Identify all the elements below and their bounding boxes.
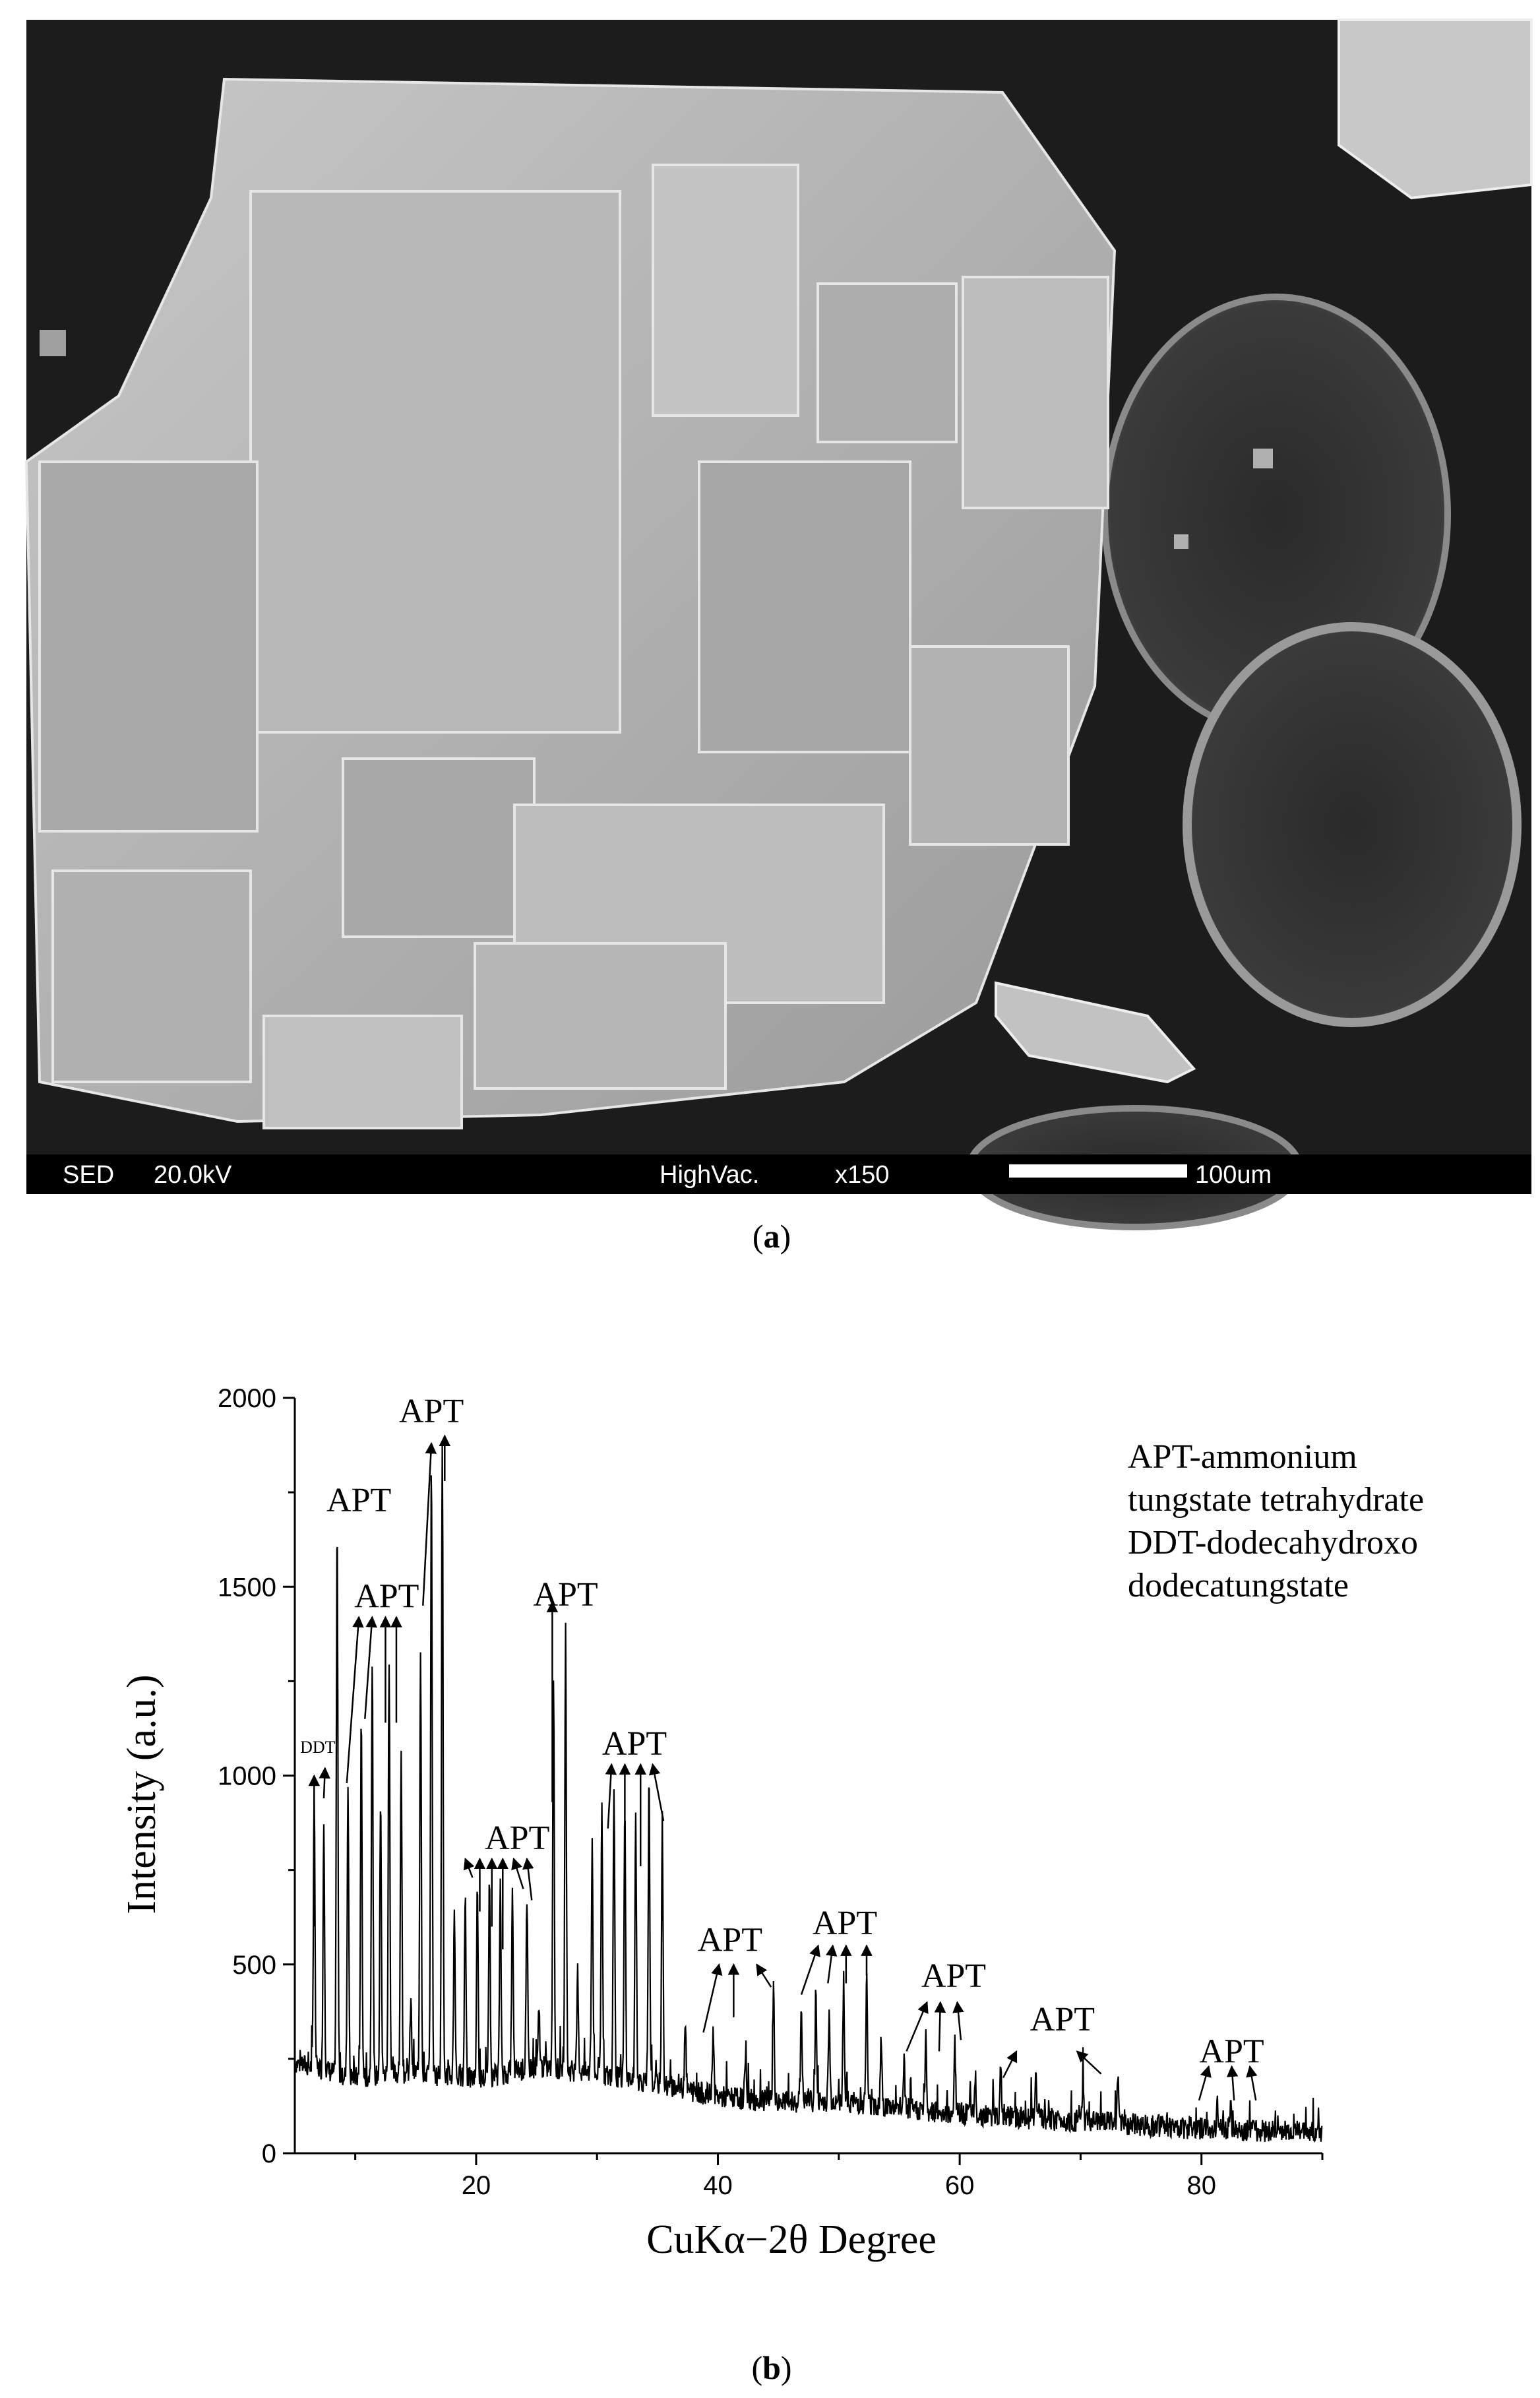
annotation-arrow bbox=[1003, 2051, 1016, 2077]
y-tick-label: 2000 bbox=[218, 1384, 276, 1413]
legend-note-line: tungstate tetrahydrate bbox=[1128, 1481, 1425, 1519]
x-axis-label: CuKα−2θ Degree bbox=[646, 2217, 937, 2262]
sem-scale-label: 100um bbox=[1195, 1161, 1272, 1189]
crystal-fragment bbox=[40, 330, 66, 356]
peak-label: APT bbox=[812, 1904, 878, 1942]
x-tick-label: 20 bbox=[461, 2171, 491, 2200]
annotation-arrow bbox=[756, 1965, 771, 1987]
annotation-arrow bbox=[704, 1965, 720, 2033]
annotation-arrow bbox=[801, 1945, 818, 1994]
panel-a-caption: (a) bbox=[752, 1218, 791, 1255]
y-tick-label: 500 bbox=[232, 1950, 276, 1980]
chart-annotations bbox=[300, 1393, 1264, 2100]
peak-label: APT bbox=[354, 1577, 419, 1616]
annotation-arrow bbox=[939, 2002, 940, 2051]
peak-label: APT bbox=[398, 1393, 464, 1431]
annotation-arrow bbox=[514, 1858, 524, 1889]
annotation-arrow bbox=[324, 1768, 325, 1798]
peak-label: APT bbox=[601, 1725, 667, 1763]
y-tick-label: 1500 bbox=[218, 1573, 276, 1602]
peak-label: APT bbox=[1030, 2000, 1095, 2038]
peak-label: APT bbox=[1199, 2033, 1264, 2071]
y-tick-label: 1000 bbox=[218, 1761, 276, 1791]
crystal-fragment bbox=[1253, 449, 1273, 468]
annotation-arrow bbox=[423, 1443, 431, 1606]
sem-info-bar bbox=[26, 1154, 1531, 1194]
y-tick-label: 0 bbox=[261, 2139, 276, 2168]
peak-label: APT bbox=[697, 1921, 762, 1959]
annotation-arrow bbox=[527, 1858, 532, 1900]
annotation-arrow bbox=[1250, 2066, 1256, 2100]
x-tick-label: 40 bbox=[703, 2171, 733, 2200]
peak-label: APT bbox=[533, 1575, 598, 1614]
peak-label: APT bbox=[485, 1819, 550, 1858]
legend-note-line: DDT-dodecahydroxo bbox=[1128, 1524, 1418, 1562]
sem-scale-bar bbox=[1009, 1164, 1187, 1178]
annotation-arrow bbox=[906, 2002, 927, 2051]
annotation-arrow bbox=[653, 1764, 663, 1821]
annotation-arrow bbox=[465, 1858, 472, 1877]
panel-b-caption: (b) bbox=[751, 2349, 792, 2386]
legend-note-line: dodecatungstate bbox=[1128, 1567, 1349, 1604]
pore bbox=[1187, 627, 1517, 1023]
annotation-arrow bbox=[365, 1617, 372, 1719]
legend-note-line: APT-ammonium bbox=[1128, 1438, 1357, 1476]
annotation-arrow bbox=[1199, 2066, 1209, 2100]
annotation-arrow bbox=[1232, 2066, 1235, 2100]
xrd-chart bbox=[0, 1319, 1540, 2398]
peak-label: APT bbox=[326, 1481, 392, 1519]
sem-voltage: 20.0kV bbox=[154, 1161, 232, 1189]
peak-label: APT bbox=[921, 1957, 987, 1996]
y-axis-label: Intensity (a.u.) bbox=[119, 1674, 164, 1914]
legend-note bbox=[1128, 1438, 1424, 1604]
annotation-arrow bbox=[1077, 2051, 1101, 2073]
x-tick-label: 80 bbox=[1186, 2171, 1216, 2200]
sem-vacuum: HighVac. bbox=[660, 1161, 760, 1189]
annotation-arrow bbox=[608, 1764, 611, 1828]
sem-magnification: x150 bbox=[835, 1161, 890, 1189]
peak-label: DDT bbox=[300, 1738, 336, 1757]
annotation-arrow bbox=[828, 1945, 832, 1983]
annotation-arrow bbox=[957, 2002, 960, 2040]
sem-mode: SED bbox=[63, 1161, 115, 1189]
crystal-fragment bbox=[1174, 534, 1188, 549]
x-tick-label: 60 bbox=[944, 2171, 975, 2200]
annotation-arrow bbox=[347, 1617, 359, 1783]
